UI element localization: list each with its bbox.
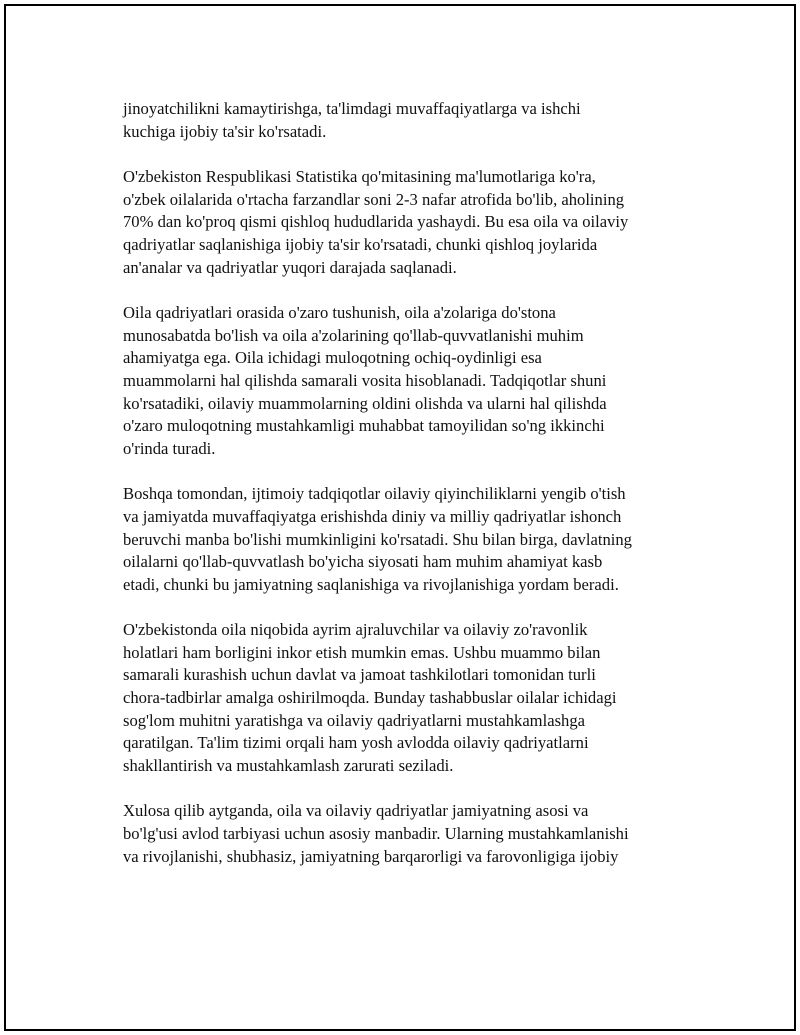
text-line: Boshqa tomondan, ijtimoiy tadqiqotlar oilaviy qiyinchiliklarni yengib o'tish (123, 484, 626, 504)
paragraph (123, 302, 693, 460)
text-line: O'zbekiston Respublikasi Statistika qo'mitasining ma'lumotlariga ko'ra, (123, 167, 596, 187)
document-body (123, 98, 693, 868)
paragraph (123, 483, 693, 596)
text-line: ko'rsatadiki, oilaviy muammolarning oldini olishda va ularni hal qilishda (123, 393, 607, 413)
text-line: O'zbekistonda oila niqobida ayrim ajraluvchilar va oilaviy zo'ravonlik (123, 620, 588, 640)
text-line: 70% dan ko'proq qismi qishloq hududlarida yashaydi. Bu esa oila va oilaviy (123, 212, 629, 232)
text-line: holatlari ham borligini inkor etish mumkin emas. Ushbu muammo bilan (123, 642, 601, 662)
text-line: qadriyatlar saqlanishiga ijobiy ta'sir ko'rsatadi, chunki qishloq joylarida (123, 234, 598, 254)
text-line: shakllantirish va mustahkamlash zarurati seziladi. (123, 755, 454, 775)
text-line: muammolarni hal qilishda samarali vosita hisoblanadi. Tadqiqotlar shuni (123, 370, 607, 390)
text-line: oilalarni qo'llab-quvvatlash bo'yicha siyosati ham muhim ahamiyat kasb (123, 552, 603, 572)
text-line: jinoyatchilikni kamaytirishga, ta'limdagi muvaffaqiyatlarga va ishchi (123, 99, 581, 118)
text-line: kuchiga ijobiy ta'sir ko'rsatadi. (123, 121, 327, 141)
text-line: o'rinda turadi. (123, 438, 216, 458)
text-line: beruvchi manba bo'lishi mumkinligini ko'rsatadi. Shu bilan birga, davlatning (123, 529, 632, 549)
paragraph (123, 166, 693, 279)
text-line: bo'lg'usi avlod tarbiyasi uchun asosiy manbadir. Ularning mustahkamlanishi (123, 824, 629, 844)
text-line: Oila qadriyatlari orasida o'zaro tushunish, oila a'zolariga do'stona (123, 303, 556, 323)
text-line: samarali kurashish uchun davlat va jamoat tashkilotlari tomonidan turli (123, 665, 596, 685)
text-line: an'analar va qadriyatlar yuqori darajada saqlanadi. (123, 257, 457, 277)
paragraph (123, 800, 693, 868)
page-frame (4, 4, 796, 1031)
text-line: o'zbek oilalarida o'rtacha farzandlar soni 2-3 nafar atrofida bo'lib, aholining (123, 189, 625, 209)
text-line: va jamiyatda muvaffaqiyatga erishishda diniy va milliy qadriyatlar ishonch (123, 506, 622, 526)
text-line: chora-tadbirlar amalga oshirilmoqda. Bunday tashabbuslar oilalar ichidagi (123, 688, 617, 708)
text-line: etadi, chunki bu jamiyatning saqlanishiga va rivojlanishiga yordam beradi. (123, 574, 619, 594)
text-line: Xulosa qilib aytganda, oila va oilaviy qadriyatlar jamiyatning asosi va (123, 801, 589, 821)
text-line: qaratilgan. Ta'lim tizimi orqali ham yosh avlodda oilaviy qadriyatlarni (123, 733, 589, 753)
text-line: sog'lom muhitni yaratishga va oilaviy qadriyatlarni mustahkamlashga (123, 710, 585, 730)
paragraph (123, 98, 693, 143)
paragraph (123, 619, 693, 777)
text-line: ahamiyatga ega. Oila ichidagi muloqotning ochiq-oydinligi esa (123, 348, 542, 368)
text-line: munosabatda bo'lish va oila a'zolarining qo'llab-quvvatlanishi muhim (123, 325, 584, 345)
text-line: va rivojlanishi, shubhasiz, jamiyatning barqarorligi va farovonligiga ijobiy (123, 846, 619, 866)
text-line: o'zaro muloqotning mustahkamligi muhabbat tamoyilidan so'ng ikkinchi (123, 416, 605, 436)
